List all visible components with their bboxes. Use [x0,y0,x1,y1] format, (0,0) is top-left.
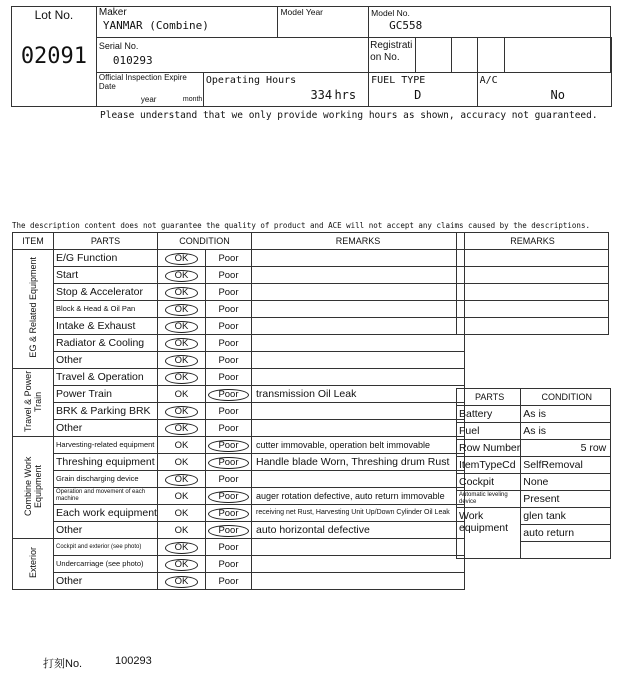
model-year-cell [278,7,369,38]
part-cell [54,488,158,505]
part-cell [54,318,158,335]
fuel-label: FUEL TYPE [371,75,426,86]
poor-option: Poor [218,473,239,485]
item-group-cell [13,437,54,539]
ok-option: OK [174,388,189,400]
remark-cell [251,488,464,505]
hours-value: 334 [310,88,333,102]
col-condition: CONDITION [157,233,251,250]
remark-cell [251,420,464,437]
poor-circled: Poor [208,389,248,401]
ok-cell [157,454,205,471]
remark-cell [251,403,464,420]
description-disclaimer: The description content does not guarantee the quality of product and ACE will not accept any claims caused by the descriptions. [12,221,590,230]
work-value: auto return [523,527,575,539]
auto-level-label: Automatic leveling device [459,492,508,505]
work-value-cell [521,542,611,559]
remark-cell [251,267,464,284]
registration-label-cell [369,38,416,73]
auto-level-value: Present [523,493,560,505]
ok-cell [157,539,205,556]
table-row [13,403,465,420]
ac-value: No [550,88,565,102]
poor-cell [205,505,251,522]
right-remarks-cell [457,267,609,284]
remark-cell [251,386,464,403]
poor-option: Poor [218,354,239,366]
table-row [13,556,465,573]
ok-cell [157,488,205,505]
right-remarks-row [457,318,609,335]
ok-cell [157,318,205,335]
model-no-value: GC558 [389,19,423,32]
part-cell [54,403,158,420]
pc-condition: As is [523,408,547,420]
condition-table-header [13,233,465,250]
ok-cell [157,301,205,318]
pc-condition-cell [521,474,611,491]
ok-option: OK [174,524,189,536]
remark-cell [251,505,464,522]
remark-cell [251,454,464,471]
pc-part-cell [457,423,521,440]
poor-cell [205,250,251,267]
part-label: Stop & Accelerator [56,286,143,298]
part-label: Cockpit and exterior (see photo) [56,543,142,550]
pc-row [457,423,611,440]
pc-condition: As is [523,425,547,437]
pc-col-parts: PARTS [457,389,521,406]
part-label: Harvesting-related equipment [56,440,155,449]
table-row [13,267,465,284]
remark-text: auto horizontal defective [255,524,370,536]
lot-number: 02091 [20,44,88,69]
part-cell [54,471,158,488]
poor-cell [205,454,251,471]
ok-circled: OK [165,253,199,265]
remark-cell [251,471,464,488]
col-parts: PARTS [54,233,158,250]
item-group-label: Exterior [28,546,38,578]
table-row [13,318,465,335]
part-cell [54,250,158,267]
remark-cell [251,284,464,301]
ac-value-cell [550,73,612,107]
table-row [13,250,465,267]
part-label: Start [56,269,79,281]
right-remarks-row [457,301,609,318]
ok-cell [157,267,205,284]
part-cell [54,556,158,573]
pc-part: Battery [459,408,493,420]
ok-cell [157,403,205,420]
hours-unit: hrs [334,88,357,102]
col-item: ITEM [13,233,54,250]
poor-option: Poor [218,286,239,298]
poor-cell [205,556,251,573]
lot-label: Lot No. [34,8,74,22]
remark-text: Handle blade Worn, Threshing drum Rust [255,456,450,468]
work-value-cell [521,508,611,525]
table-row [13,471,465,488]
right-remarks-row [457,267,609,284]
poor-option: Poor [218,303,239,315]
part-label: Power Train [56,388,113,400]
part-label: Other [56,422,83,434]
part-cell [54,352,158,369]
poor-circled: Poor [208,491,248,503]
ok-circled: OK [165,474,199,486]
pc-part: Row Number [459,442,521,454]
ok-cell [157,437,205,454]
registration-cell-3 [477,38,505,73]
part-cell [54,539,158,556]
ok-cell [157,335,205,352]
work-label: Work equipment [459,510,509,534]
month-label: month [182,96,203,103]
table-row [13,454,465,471]
poor-option: Poor [218,558,239,570]
ok-cell [157,420,205,437]
ok-circled: OK [165,559,199,571]
vehicle-header-table [11,6,612,107]
ok-cell [157,505,205,522]
ac-cell [477,73,610,107]
ok-option: OK [174,507,189,519]
remark-cell [251,318,464,335]
item-group-cell [13,539,54,590]
right-remarks-title: REMARKS [457,233,609,250]
right-remarks-table [456,232,609,335]
pc-condition-cell [521,406,611,423]
remark-cell [251,522,464,539]
poor-cell [205,437,251,454]
ok-circled: OK [165,423,199,435]
poor-option: Poor [218,575,239,587]
part-cell [54,267,158,284]
pc-row [457,406,611,423]
ok-circled: OK [165,355,199,367]
part-label: Other [56,575,83,587]
remark-cell [251,539,464,556]
condition-table [12,232,465,590]
ac-label: A/C [479,75,498,86]
pc-col-condition: CONDITION [521,389,611,406]
item-group-label: EG & Related Equipment [28,257,38,358]
part-cell [54,301,158,318]
pc-part: Fuel [459,425,480,437]
table-row [13,488,465,505]
hours-cell [203,73,368,107]
poor-cell [205,352,251,369]
item-group-label: Combine Work Equipment [23,456,43,516]
pc-part: ItemTypeCd [459,459,516,471]
poor-circled: Poor [208,525,248,537]
remark-text: cutter immovable, operation belt immovable [255,440,431,450]
poor-cell [205,471,251,488]
item-group-cell [13,250,54,369]
hours-label: Operating Hours [205,75,297,86]
fuel-cell [369,73,477,107]
registration-cell-4 [505,38,611,73]
table-row [13,522,465,539]
poor-option: Poor [218,252,239,264]
part-label: Undercarriage (see photo) [56,559,144,568]
ok-cell [157,556,205,573]
poor-circled: Poor [208,457,248,469]
part-label: Grain discharging device [56,474,139,483]
ok-cell [157,522,205,539]
ok-option: OK [174,490,189,502]
remark-cell [251,352,464,369]
ok-cell [157,471,205,488]
part-cell [54,284,158,301]
ok-circled: OK [165,576,199,588]
poor-option: Poor [218,371,239,383]
remark-cell [251,301,464,318]
part-label: Operation and movement of each machine [56,489,146,502]
right-remarks-cell [457,284,609,301]
pc-row [457,457,611,474]
table-row [13,352,465,369]
part-label: Each work equipment [56,507,157,519]
poor-cell [205,318,251,335]
table-row [13,284,465,301]
poor-option: Poor [218,405,239,417]
poor-cell [205,488,251,505]
pc-condition: None [523,476,549,488]
part-cell [54,522,158,539]
work-value: glen tank [523,510,566,522]
part-cell [54,505,158,522]
model-year-label: Model Year [280,7,324,17]
right-remarks-cell [457,250,609,267]
fuel-value: D [414,88,422,102]
part-label: Intake & Exhaust [56,320,136,332]
pc-row [457,474,611,491]
inspection-cell [96,73,203,107]
registration-cell-2 [451,38,477,73]
poor-cell [205,267,251,284]
lot-cell [12,7,97,107]
remark-cell [251,437,464,454]
pc-condition-cell [521,440,611,457]
ok-cell [157,352,205,369]
part-label: BRK & Parking BRK [56,405,151,417]
poor-cell [205,403,251,420]
part-cell [54,386,158,403]
poor-cell [205,573,251,590]
registration-cell-1 [415,38,451,73]
pc-row [457,491,611,508]
serial-label: Serial No. [98,41,139,51]
right-remarks-cell [457,301,609,318]
part-cell [54,335,158,352]
ok-cell [157,250,205,267]
stamp-value: 100293 [115,655,152,667]
table-row [13,573,465,590]
inspection-label: Official Inspection Expire Date [98,73,187,91]
item-group-cell [13,369,54,437]
serial-cell [96,38,368,73]
table-row [13,386,465,403]
table-row [13,335,465,352]
poor-cell [205,369,251,386]
table-row [13,437,465,454]
registration-label: Registration No. [370,40,413,63]
pc-part-cell [457,457,521,474]
auto-level-label-cell [457,491,521,508]
ok-option: OK [174,456,189,468]
model-no-label: Model No. [371,8,410,18]
part-cell [54,369,158,386]
poor-cell [205,420,251,437]
parts-condition-table [456,388,611,559]
pc-condition: 5 row [580,442,607,454]
right-remarks-header [457,233,609,250]
pc-part: Cockpit [459,476,495,488]
part-label: Other [56,354,83,366]
right-remarks-row [457,250,609,267]
ok-option: OK [174,439,189,451]
remark-text: receiving net Rust, Harvesting Unit Up/Down Cylinder Oil Leak [255,509,450,516]
hours-disclaimer: Please understand that we only provide working hours as shown, accuracy not guaranteed. [100,110,598,121]
maker-cell [96,7,278,38]
auto-level-value-cell [521,491,611,508]
ok-cell [157,573,205,590]
ok-circled: OK [165,542,199,554]
poor-cell [205,386,251,403]
ok-circled: OK [165,338,199,350]
parts-condition-header [457,389,611,406]
ok-circled: OK [165,287,199,299]
remark-cell [251,573,464,590]
ok-circled: OK [165,304,199,316]
part-label: Travel & Operation [56,371,144,383]
col-remarks: REMARKS [251,233,464,250]
pc-condition-cell [521,423,611,440]
model-no-cell [369,7,611,38]
remark-text: auger rotation defective, auto return immovable [255,491,445,501]
poor-circled: Poor [208,440,248,452]
serial-value: 010293 [112,54,153,67]
poor-cell [205,301,251,318]
part-label: E/G Function [56,252,118,264]
pc-part-cell [457,474,521,491]
poor-option: Poor [218,422,239,434]
part-cell [54,437,158,454]
part-label: Radiator & Cooling [56,337,145,349]
ok-circled: OK [165,270,199,282]
remark-cell [251,556,464,573]
right-remarks-row [457,284,609,301]
poor-option: Poor [218,320,239,332]
pc-condition-cell [521,457,611,474]
work-label-cell [457,508,521,559]
pc-condition: SelfRemoval [523,459,583,471]
remark-text: transmission Oil Leak [255,388,357,400]
ok-cell [157,369,205,386]
part-cell [54,420,158,437]
pc-part-cell [457,440,521,457]
year-label: year [140,95,157,104]
item-group-label: Travel & Power Train [23,370,43,432]
table-row [13,420,465,437]
poor-cell [205,539,251,556]
ok-circled: OK [165,406,199,418]
maker-label: Maker [98,7,127,18]
ok-circled: OK [165,321,199,333]
poor-cell [205,522,251,539]
poor-option: Poor [218,337,239,349]
table-row [13,369,465,386]
remark-cell [251,335,464,352]
table-row [13,539,465,556]
part-cell [54,454,158,471]
registration-cell-5 [611,38,612,73]
work-value-cell [521,525,611,542]
part-cell [54,573,158,590]
ok-cell [157,386,205,403]
poor-cell [205,284,251,301]
pc-row [457,440,611,457]
pc-part-cell [457,406,521,423]
poor-circled: Poor [208,508,248,520]
poor-option: Poor [218,541,239,553]
remark-cell [251,369,464,386]
part-label: Threshing equipment [56,456,155,468]
poor-option: Poor [218,269,239,281]
ok-cell [157,284,205,301]
pc-row [457,508,611,525]
part-label: Block & Head & Oil Pan [56,304,136,313]
part-label: Other [56,524,83,536]
ok-circled: OK [165,372,199,384]
maker-value: YANMAR (Combine) [102,19,209,32]
poor-cell [205,335,251,352]
right-remarks-cell [457,318,609,335]
stamp-label: 打刻No. [43,658,83,670]
remark-cell [251,250,464,267]
table-row [13,505,465,522]
table-row [13,301,465,318]
